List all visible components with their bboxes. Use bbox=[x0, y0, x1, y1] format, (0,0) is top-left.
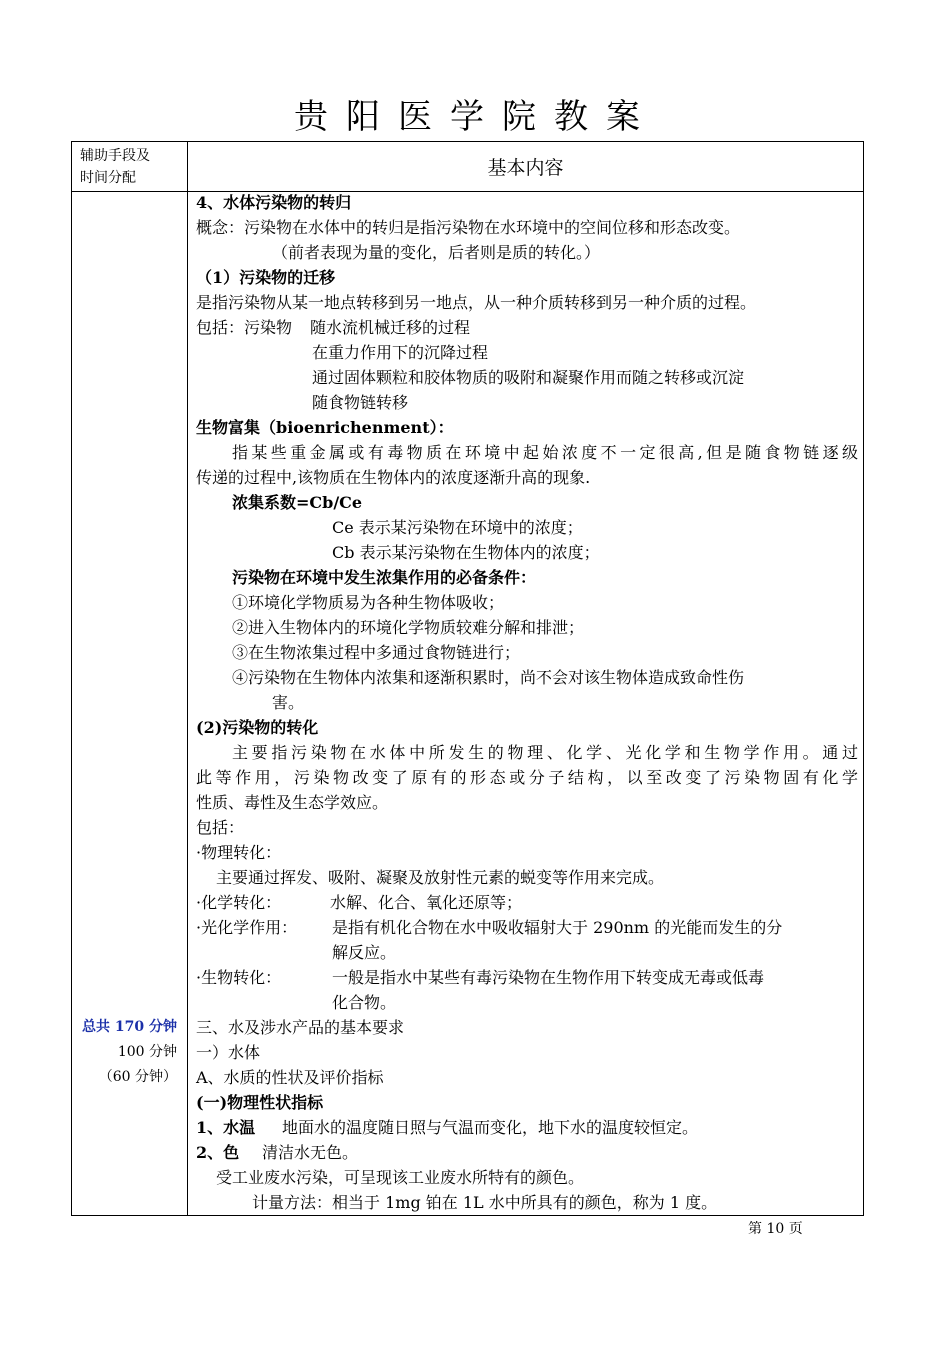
ce-definition: Ce 表示某污染物在环境中的浓度； bbox=[332, 518, 583, 537]
side-note-total bbox=[71, 1015, 185, 1040]
header-left-line2: 时间分配 bbox=[80, 170, 136, 186]
migration-item-1: 随水流机械迁移的过程 bbox=[310, 318, 471, 337]
condition-4: ④污染物在生物体内浓集和逐渐积累时，尚不会对该生物体造成致命性伤 bbox=[232, 668, 745, 687]
side-note-100: 100 分钟 bbox=[117, 1044, 177, 1060]
physical-indicators-heading: (一)物理性状指标 bbox=[196, 1093, 324, 1112]
side-note-60: （60 分钟） bbox=[98, 1069, 177, 1085]
water-temperature-label: 1、水温 bbox=[196, 1118, 256, 1137]
includes-label-2: 包括： bbox=[196, 818, 245, 837]
includes-label: 包括：污染物 bbox=[196, 318, 293, 337]
cb-definition: Cb 表示某污染物在生物体内的浓度； bbox=[332, 543, 600, 562]
biological-line bbox=[196, 965, 858, 990]
transformation-text-1: 主要指污染物在水体中所发生的物理、化学、光化学和生物学作用。通过 bbox=[232, 743, 858, 762]
color-label: 2、色 bbox=[196, 1143, 240, 1162]
concept-note: （前者表现为量的变化，后者则是质的转化。） bbox=[272, 243, 601, 262]
chemical-line bbox=[196, 890, 858, 915]
chemical-text: 水解、化合、氧化还原等； bbox=[330, 893, 523, 912]
header-left-line1: 辅助手段及 bbox=[80, 148, 150, 164]
color-measure-text: 计量方法：相当于 1mg 铂在 1L 水中所具有的颜色，称为 1 度。 bbox=[252, 1193, 718, 1212]
biological-label: ·生物转化： bbox=[196, 968, 282, 987]
physical-heading: ·物理转化： bbox=[196, 843, 282, 862]
water-temperature-line bbox=[196, 1115, 858, 1140]
section-3-heading: 三、水及涉水产品的基本要求 bbox=[196, 1018, 405, 1037]
subheading-migration: （1）污染物的迁移 bbox=[196, 268, 336, 287]
migration-item-2: 在重力作用下的沉降过程 bbox=[312, 343, 489, 362]
biological-cont: 化合物。 bbox=[332, 993, 397, 1012]
color-pollution-text: 受工业废水污染，可呈现该工业废水所特有的颜色。 bbox=[216, 1168, 585, 1187]
column-divider bbox=[187, 142, 188, 1215]
condition-4-cont: 害。 bbox=[272, 693, 305, 712]
chemical-label: ·化学转化： bbox=[196, 893, 282, 912]
color-line bbox=[196, 1140, 858, 1165]
condition-1: ①环境化学物质易为各种生物体吸收； bbox=[232, 593, 505, 612]
photochemical-text: 是指有机化合物在水中吸收辐射大于 290nm 的光能而发生的分 bbox=[332, 918, 783, 937]
condition-3: ③在生物浓集过程中多通过食物链进行； bbox=[232, 643, 521, 662]
side-note-total-text: 总共 170 分钟 bbox=[82, 1019, 177, 1035]
migration-item-4: 随食物链转移 bbox=[312, 393, 409, 412]
photochemical-cont: 解反应。 bbox=[332, 943, 397, 962]
migration-item-3: 通过固体颗粒和胶体物质的吸附和凝聚作用而随之转移或沉淀 bbox=[312, 368, 745, 387]
transformation-text-3: 性质、毒性及生态学效应。 bbox=[196, 793, 389, 812]
concentration-factor: 浓集系数=Cb/Ce bbox=[232, 493, 363, 512]
bioenrichment-text-2: 传递的过程中,该物质在生物体内的浓度逐渐升高的现象. bbox=[196, 468, 591, 487]
concept-line: 概念：污染物在水体中的转归是指污染物在水环境中的空间位移和形态改变。 bbox=[196, 218, 741, 237]
physical-text: 主要通过挥发、吸附、凝聚及放射性元素的蜕变等作用来完成。 bbox=[216, 868, 665, 887]
water-temperature-text: 地面水的温度随日照与气温而变化，地下水的温度较恒定。 bbox=[282, 1118, 699, 1137]
bioenrichment-heading: 生物富集（bioenrichenment）： bbox=[196, 418, 454, 437]
header-left-cell bbox=[80, 145, 184, 189]
transformation-text-2: 此等作用，污染物改变了原有的形态或分子结构，以至改变了污染物固有化学 bbox=[196, 768, 858, 787]
photochemical-label: ·光化学作用： bbox=[196, 918, 298, 937]
section-heading: 4、水体污染物的转归 bbox=[196, 193, 352, 212]
water-quality-heading: A、水质的性状及评价指标 bbox=[196, 1068, 384, 1087]
water-body-heading: 一）水体 bbox=[196, 1043, 261, 1062]
conditions-heading: 污染物在环境中发生浓集作用的必备条件： bbox=[232, 568, 537, 587]
migration-includes bbox=[196, 315, 858, 340]
migration-definition: 是指污染物从某一地点转移到另一地点，从一种介质转移到另一种介质的过程。 bbox=[196, 293, 757, 312]
page-number: 第 10 页 bbox=[748, 1221, 803, 1237]
condition-2: ②进入生物体内的环境化学物质较难分解和排泄； bbox=[232, 618, 585, 637]
color-text: 清洁水无色。 bbox=[262, 1143, 359, 1162]
main-content bbox=[196, 190, 858, 1215]
bioenrichment-text-1: 指某些重金属或有毒物质在环境中起始浓度不一定很高,但是随食物链逐级 bbox=[232, 443, 858, 462]
biological-text: 一般是指水中某些有毒污染物在生物作用下转变成无毒或低毒 bbox=[332, 968, 765, 987]
document-title: 贵阳医学院教案 bbox=[294, 97, 658, 137]
photochemical-line bbox=[196, 915, 858, 940]
header-right-cell: 基本内容 bbox=[487, 157, 564, 179]
subheading-transformation: (2)污染物的转化 bbox=[196, 718, 319, 737]
